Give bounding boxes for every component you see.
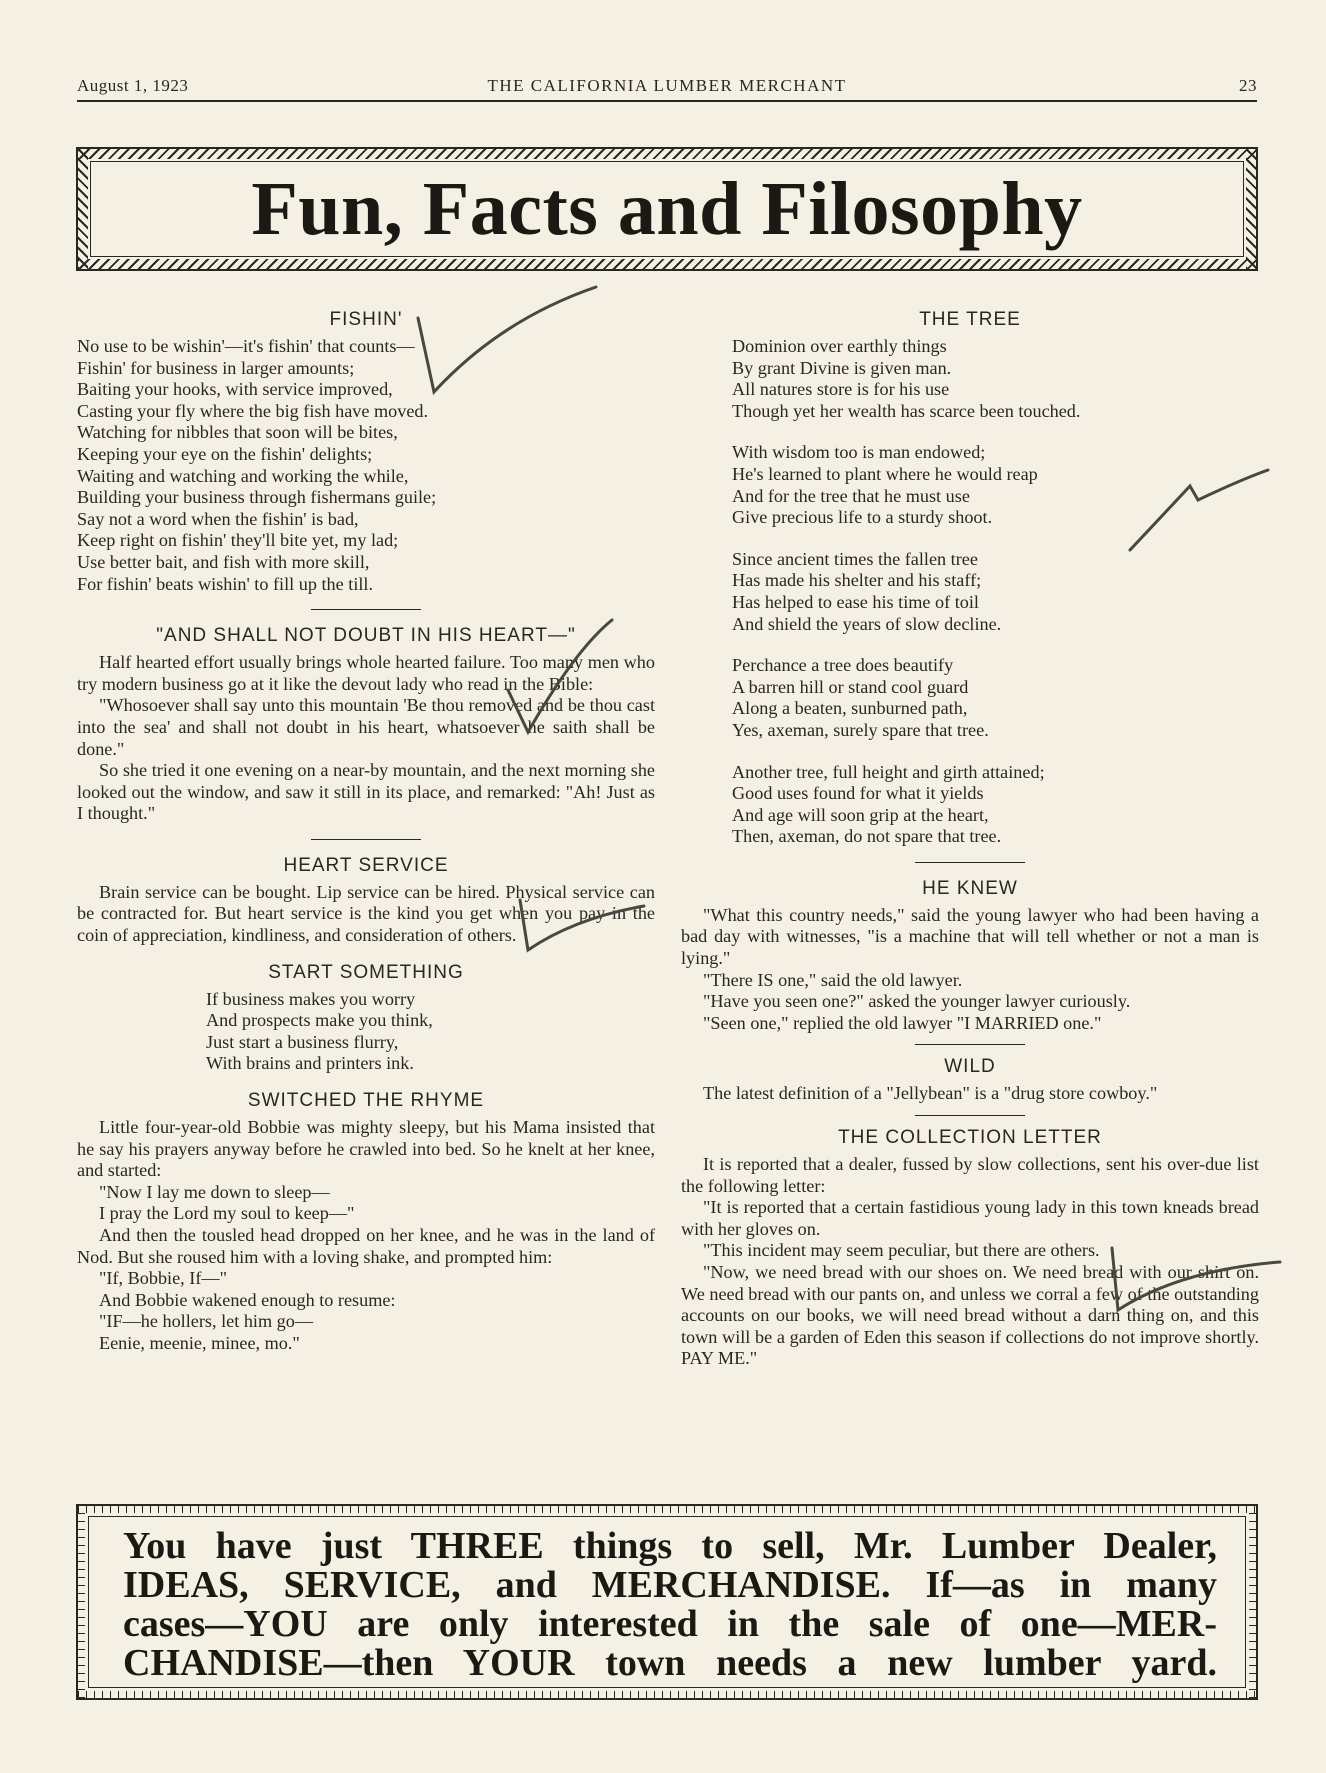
poem-line: For fishin' beats wishin' to fill up the till. — [77, 573, 374, 594]
heading-collection-letter: THE COLLECTION LETTER — [838, 1127, 1102, 1149]
paragraph: "Seen one," replied the old lawyer "I MARRIED one." — [703, 1012, 1102, 1033]
poem-line: Building your business through fishermans guile; — [77, 487, 437, 508]
paragraph: Brain service can be bought. Lip service can be hired. Physical service can be contracted for. But heart service is the kind you get when you pay in the coin of appreciation, kindliness, and consideration of others. — [77, 881, 655, 946]
poem-line: Just start a business flurry, — [206, 1031, 399, 1052]
heading-the-tree: THE TREE — [919, 309, 1021, 330]
section-divider — [915, 1115, 1025, 1116]
paragraph: "There IS one," said the old lawyer. — [703, 969, 963, 990]
poem-line: And shield the years of slow decline. — [732, 613, 1002, 634]
section-divider — [915, 862, 1025, 863]
poem-line: Watching for nibbles that soon will be bites, — [77, 422, 398, 443]
heading-start-something: START SOMETHING — [268, 961, 464, 983]
heading-fishin: FISHIN' — [329, 309, 403, 330]
heading-switched-rhyme: SWITCHED THE RHYME — [247, 1090, 485, 1112]
stanza-gap — [732, 635, 1259, 655]
poem-line: Has made his shelter and his staff; — [732, 570, 982, 591]
paragraph: It is reported that a dealer, fussed by slow collections, sent his over-due list the following letter: — [681, 1154, 1259, 1196]
poem-line: Yes, axeman, surely spare that tree. — [732, 719, 989, 740]
poem-line: Fishin' for business in larger amounts; — [77, 357, 355, 378]
issue-date: August 1, 1923 — [77, 76, 189, 95]
right-column — [681, 308, 1259, 1370]
stanza-gap — [732, 529, 1259, 549]
poem-line: He's learned to plant where he would reap — [732, 463, 1038, 484]
poem-line: Good uses found for what it yields — [732, 783, 984, 804]
poem-line: Waiting and watching and working the while, — [77, 465, 409, 486]
paragraph: "Have you seen one?" asked the younger lawyer curiously. — [703, 991, 1131, 1012]
heading-heart-service: HEART SERVICE — [283, 854, 449, 876]
paragraph: "What this country needs," said the young lawyer who had been having a bad day with witnesses, "is a machine that will tell whether or not a man is lying." — [681, 904, 1259, 969]
poem-line: Along a beaten, sunburned path, — [732, 698, 968, 719]
advertisement-frame — [88, 1516, 1246, 1688]
poem-line: Then, axeman, do not spare that tree. — [732, 826, 1002, 847]
section-divider — [915, 1044, 1025, 1045]
poem-line: No use to be wishin'—it's fishin' that counts— — [77, 336, 415, 356]
paragraph: The latest definition of a "Jellybean" is a "drug store cowboy." — [703, 1083, 1158, 1104]
paragraph: Half hearted effort usually brings whole hearted failure. Too many men who try modern business go at it like the devout lady who read in the Bible: — [77, 652, 655, 694]
heading-doubt: "AND SHALL NOT DOUBT IN HIS HEART—" — [156, 625, 576, 647]
poem-line: Perchance a tree does beautify — [732, 655, 954, 676]
stanza-gap — [732, 742, 1259, 762]
publication-name: THE CALIFORNIA LUMBER MERCHANT — [487, 76, 847, 95]
poem-line: Baiting your hooks, with service improved, — [77, 379, 393, 400]
quoted-line: And Bobbie wakened enough to resume: — [99, 1289, 396, 1310]
poem-line: Use better bait, and fish with more skill, — [77, 551, 370, 572]
quoted-line: "If, Bobbie, If—" — [99, 1268, 227, 1289]
heading-he-knew: HE KNEW — [922, 877, 1018, 899]
section-divider — [311, 839, 421, 840]
poem-line: Keeping your eye on the fishin' delights; — [77, 443, 373, 464]
poem-line: And prospects make you think, — [206, 1010, 433, 1031]
page-number: 23 — [1239, 76, 1257, 95]
poem-line: And for the tree that he must use — [732, 485, 970, 506]
quoted-line: Eenie, meenie, minee, mo." — [99, 1332, 300, 1353]
spacer — [77, 1075, 655, 1089]
paragraph: "This incident may seem peculiar, but there are others. — [703, 1240, 1100, 1261]
ad-line: cases—YOU are only interested in the sale of one—MER- — [123, 1603, 1217, 1645]
masthead-banner — [76, 147, 1258, 271]
advertisement-box — [76, 1504, 1258, 1700]
paragraph: Little four-year-old Bobbie was mighty sleepy, but his Mama insisted that he say his prayers anyway before he crawled into bed. So he knelt at her knee, and started: — [77, 1117, 655, 1181]
poem-line: Another tree, full height and girth attained; — [732, 761, 1045, 782]
page-title: Fun, Facts and Filosophy — [251, 167, 1083, 251]
quoted-line: "Now I lay me down to sleep— — [99, 1181, 330, 1202]
paragraph: So she tried it one evening on a near-by mountain, and the next morning she looked out the window, and saw it still in its place, and remarked: "Ah! Just as I thought." — [77, 760, 655, 824]
left-column — [77, 308, 655, 1355]
poem-line: A barren hill or stand cool guard — [732, 676, 969, 697]
poem-the-tree — [681, 336, 1259, 848]
poem-line: Since ancient times the fallen tree — [732, 548, 978, 569]
advertisement-text — [123, 1527, 1217, 1683]
poem-line: With wisdom too is man endowed; — [732, 442, 986, 463]
poem-line: Keep right on fishin' they'll bite yet, my lad; — [77, 530, 399, 551]
ad-line: IDEAS, SERVICE, and MERCHANDISE. If—as in many — [123, 1564, 1217, 1606]
running-header — [77, 76, 1257, 102]
masthead-frame — [90, 161, 1244, 257]
poem-line: Though yet her wealth has scarce been touched. — [732, 400, 1081, 421]
paragraph: "Now, we need bread with our shoes on. We need bread with our shirt on. We need bread with our pants on, and unless we corral a few of the outstanding accounts on our books, we will need bread without a darn thing on, and this town will be a garden of Eden this season if collections do not improve shortly. PAY ME." — [681, 1262, 1259, 1369]
poem-fishin — [77, 336, 655, 595]
paragraph: "Whosoever shall say unto this mountain 'Be thou removed and be thou cast into the sea' and shall not doubt in his heart, whatsoever he saith shall be done." — [77, 695, 655, 759]
spacer — [77, 947, 655, 961]
poem-line: By grant Divine is given man. — [732, 357, 952, 378]
poem-line: With brains and printers ink. — [206, 1053, 414, 1074]
poem-line: Has helped to ease his time of toil — [732, 591, 979, 612]
poem-line: Dominion over earthly things — [732, 336, 947, 356]
section-divider — [311, 609, 421, 610]
poem-line: And age will soon grip at the heart, — [732, 804, 989, 825]
quoted-line: "IF—he hollers, let him go— — [99, 1311, 314, 1332]
ad-line: CHANDISE—then YOUR town needs a new lumber yard. — [123, 1642, 1217, 1684]
poem-line: Give precious life to a sturdy shoot. — [732, 507, 993, 528]
stanza-gap — [732, 422, 1259, 442]
poem-line: Say not a word when the fishin' is bad, — [77, 508, 359, 529]
poem-line: If business makes you worry — [206, 988, 416, 1009]
paragraph: And then the tousled head dropped on her knee, and he was in the land of Nod. But she roused him with a loving shake, and prompted him: — [77, 1225, 655, 1267]
paragraph: "It is reported that a certain fastidious young lady in this town kneads bread with her gloves on. — [681, 1197, 1259, 1239]
heading-wild: WILD — [944, 1056, 996, 1078]
ad-line: You have just THREE things to sell, Mr. Lumber Dealer, — [123, 1525, 1217, 1567]
poem-start-something — [77, 989, 655, 1075]
poem-line: All natures store is for his use — [732, 379, 950, 400]
poem-line: Casting your fly where the big fish have moved. — [77, 400, 429, 421]
quoted-line: I pray the Lord my soul to keep—" — [99, 1203, 355, 1224]
